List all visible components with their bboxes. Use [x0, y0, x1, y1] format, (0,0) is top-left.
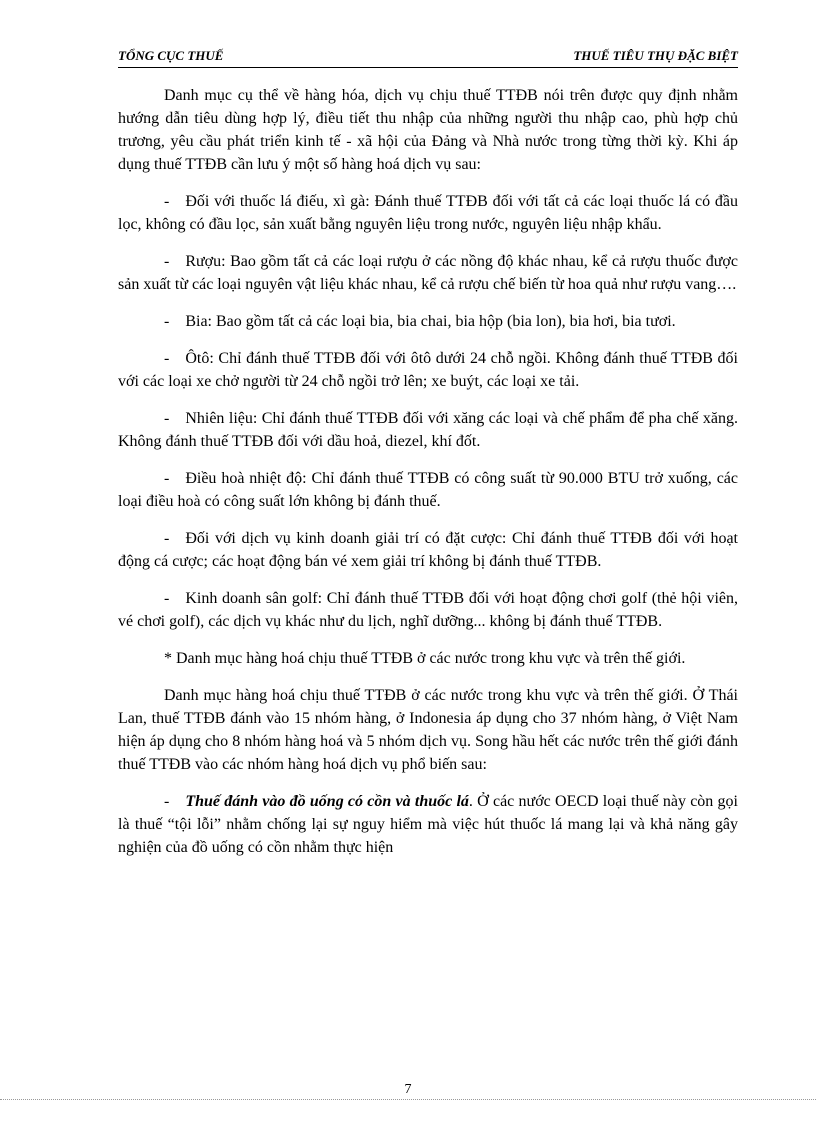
bullet-text: . Ở các nước OECD loại thuế này còn gọi là thuế “tội lỗi” nhằm chống lại sự nguy hiểm mà việc hút thuốc lá mang lại và khả năng gây nghiện của đồ uống có cồn nhằm thực hiện: [118, 793, 738, 856]
intro-paragraph: Danh mục cụ thể về hàng hóa, dịch vụ chịu thuế TTĐB nói trên được quy định nhằm hướng dẫn tiêu dùng hợp lý, điều tiết thu nhập của những người thu nhập cao, phù hợp chủ trương, yêu cầu phát triển kinh tế - xã hội của Đảng và Nhà nước trong từng thời kỳ. Khi áp dụng thuế TTĐB cần lưu ý một số hàng hoá dịch vụ sau:: [118, 87, 738, 173]
header-right-text: THUẾ TIÊU THỤ ĐẶC BIỆT: [573, 48, 738, 63]
page-header: [118, 44, 738, 68]
bullet-marker: -: [164, 253, 170, 270]
page-number: 7: [404, 1082, 412, 1097]
bullet-text: Bia: Bao gồm tất cả các loại bia, bia chai, bia hộp (bia lon), bia hơi, bia tươi.: [185, 313, 676, 330]
bullet-marker: -: [164, 530, 170, 547]
bullet-air-conditioner: [118, 467, 738, 513]
bullet-text: Ôtô: Chỉ đánh thuế TTĐB đối với ôtô dưới 24 chỗ ngồi. Không đánh thuế TTĐB đối với các loại xe chở người từ 24 chỗ ngồi trở lên; xe buýt, các loại xe tải.: [118, 350, 738, 390]
bullet-text: Điều hoà nhiệt độ: Chỉ đánh thuế TTĐB có công suất từ 90.000 BTU trở xuống, các loại điều hoà có công suất lớn không bị đánh thuế.: [118, 470, 738, 510]
bullet-text: Đối với thuốc lá điếu, xì gà: Đánh thuế TTĐB đối với tất cả các loại thuốc lá có đầu lọc, không có đầu lọc, sản xuất bằng nguyên liệu trong nước, nguyên liệu nhập khẩu.: [118, 193, 738, 233]
bullet-tobacco: [118, 190, 738, 236]
document-body: [118, 84, 738, 873]
bullet-marker: -: [164, 793, 170, 810]
note-heading: * Danh mục hàng hoá chịu thuế TTĐB ở các nước trong khu vực và trên thế giới.: [164, 650, 686, 667]
header-left-text: TỔNG CỤC THUẾ: [118, 48, 224, 63]
bullet-marker: -: [164, 313, 170, 330]
bullet-alcohol-tobacco-tax: [118, 790, 738, 859]
bullet-beer: [118, 310, 738, 333]
world-paragraph: Danh mục hàng hoá chịu thuế TTĐB ở các nước trong khu vực và trên thế giới. Ở Thái Lan, thuế TTĐB đánh vào 15 nhóm hàng, ở Indonesia áp dụng cho 37 nhóm hàng, ở Việt Nam hiện áp dụng cho 8 nhóm hàng hoá và 5 nhóm dịch vụ. Song hầu hết các nước trên thế giới đánh thuế TTĐB vào các nhóm hàng hoá dịch vụ phổ biến sau:: [118, 687, 738, 773]
bullet-text: Rượu: Bao gồm tất cả các loại rượu ở các nồng độ khác nhau, kể cả rượu thuốc được sản xuất từ các loại nguyên vật liệu khác nhau, kể cả rượu chế biến từ hoa quả như rượu vang….: [118, 253, 738, 293]
bullet-text: Đối với dịch vụ kinh doanh giải trí có đặt cược: Chỉ đánh thuế TTĐB đối với hoạt động cá cược; các hoạt động bán vé xem giải trí không bị đánh thuế TTĐB.: [118, 530, 738, 570]
bullet-text: Nhiên liệu: Chỉ đánh thuế TTĐB đối với xăng các loại và chế phẩm để pha chế xăng. Không đánh thuế TTĐB đối với dầu hoả, diezel, khí đốt.: [118, 410, 738, 450]
bullet-betting: [118, 527, 738, 573]
bullet-marker: -: [164, 590, 170, 607]
bullet-fuel: [118, 407, 738, 453]
bullet-bold-lead: Thuế đánh vào đồ uống có cồn và thuốc lá: [185, 793, 469, 810]
bullet-marker: -: [164, 350, 170, 367]
bullet-marker: -: [164, 193, 170, 210]
footer-rule: [0, 1099, 816, 1100]
bullet-marker: -: [164, 470, 170, 487]
bullet-golf: [118, 587, 738, 633]
bullet-marker: -: [164, 410, 170, 427]
bullet-car: [118, 347, 738, 393]
bullet-liquor: [118, 250, 738, 296]
bullet-text: Kinh doanh sân golf: Chỉ đánh thuế TTĐB đối với hoạt động chơi golf (thẻ hội viên, vé chơi golf), các dịch vụ khác như du lịch, nghĩ dưỡng... không bị đánh thuế TTĐB.: [118, 590, 738, 630]
header-rule: [118, 67, 738, 68]
